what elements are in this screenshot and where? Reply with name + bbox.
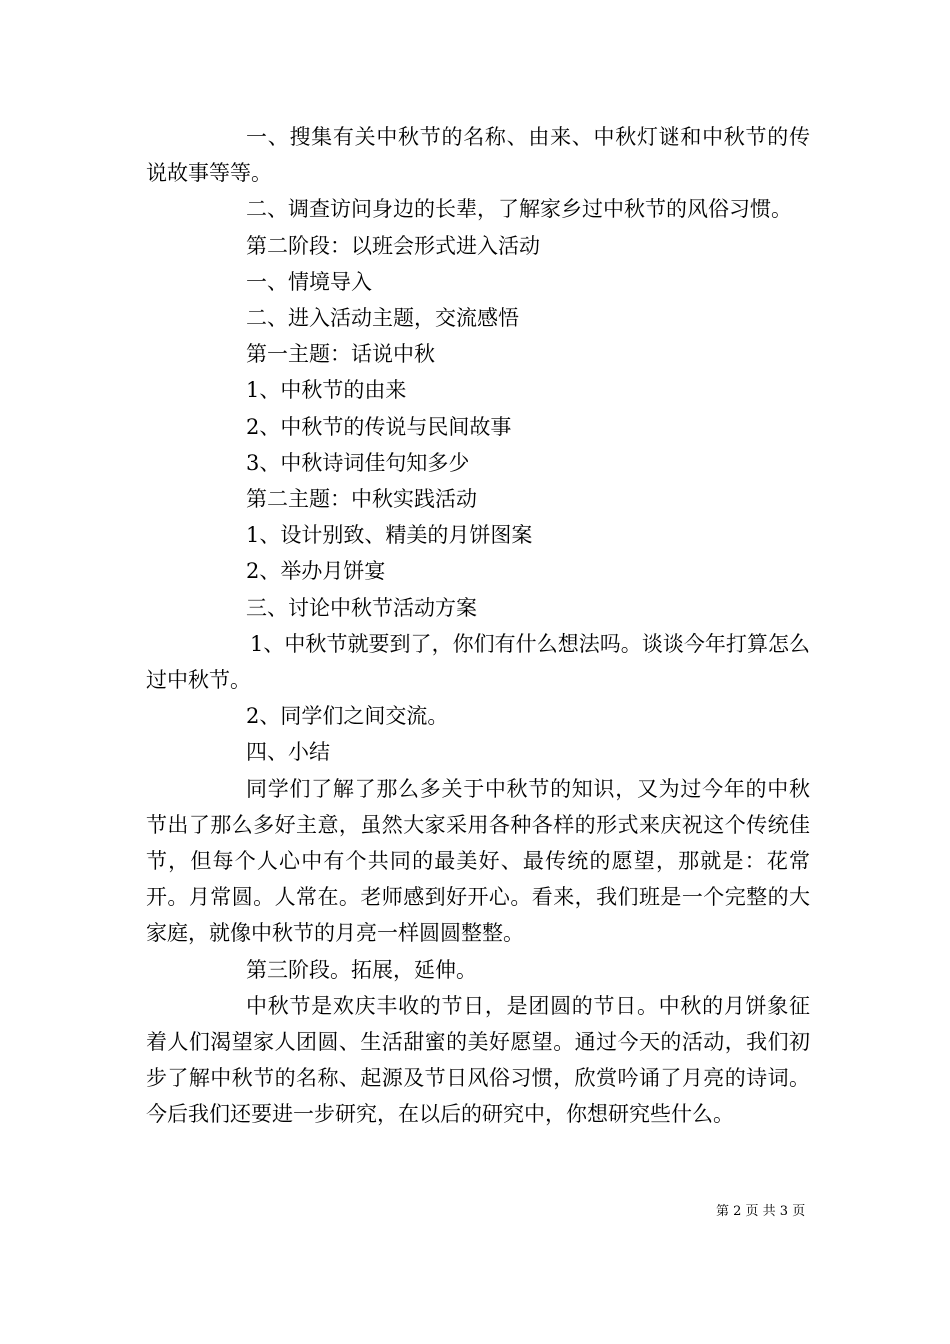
heading-stage-two: 第二阶段：以班会形式进入活动	[246, 233, 540, 258]
paragraph-collect-info: 一、搜集有关中秋节的名称、由来、中秋灯谜和中秋节的传说故事等等。	[146, 125, 810, 186]
list-item: 1、设计别致、精美的月饼图案	[246, 523, 533, 548]
item-discuss-plan: 三、讨论中秋节活动方案	[246, 595, 477, 620]
heading-theme-one: 第一主题：话说中秋	[246, 342, 435, 367]
list-item: 2、同学们之间交流。	[246, 704, 449, 729]
page-number: 第 2 页 共 3 页	[716, 1204, 806, 1219]
list-item: 1、中秋节的由来	[246, 378, 407, 403]
list-item: 3、中秋诗词佳句知多少	[246, 450, 470, 475]
item-summary: 四、小结	[246, 740, 330, 765]
paragraph-extension-body: 中秋节是欢庆丰收的节日，是团圆的节日。中秋的月饼象征着人们渴望家人团圆、生活甜蜜的美好愿望。通过今天的活动，我们初步了解中秋节的名称、起源及节日风俗习惯，欣赏吟诵了月亮的诗词。今后我们还要进一步研究，在以后的研究中，你想研究些什么。	[146, 993, 810, 1127]
document-body	[146, 119, 810, 1133]
list-item: 2、举办月饼宴	[246, 559, 386, 584]
list-item: 1、中秋节就要到了，你们有什么想法吗。谈谈今年打算怎么过中秋节。	[146, 631, 810, 693]
item-scene-intro: 一、情境导入	[246, 269, 372, 294]
heading-stage-three: 第三阶段。拓展，延伸。	[246, 957, 477, 982]
item-enter-theme: 二、进入活动主题，交流感悟	[246, 306, 519, 331]
heading-theme-two: 第二主题：中秋实践活动	[246, 487, 477, 512]
paragraph-survey-elders: 二、调查访问身边的长辈，了解家乡过中秋节的风俗习惯。	[246, 197, 792, 222]
list-item: 2、中秋节的传说与民间故事	[246, 414, 512, 439]
paragraph-summary-body: 同学们了解了那么多关于中秋节的知识，又为过今年的中秋节出了那么多好主意，虽然大家采用各种各样的形式来庆祝这个传统佳节，但每个人心中有个共同的最美好、最传统的愿望，那就是：花常开。月常圆。人常在。老师感到好开心。看来，我们班是一个完整的大家庭，就像中秋节的月亮一样圆圆整整。	[146, 776, 810, 946]
